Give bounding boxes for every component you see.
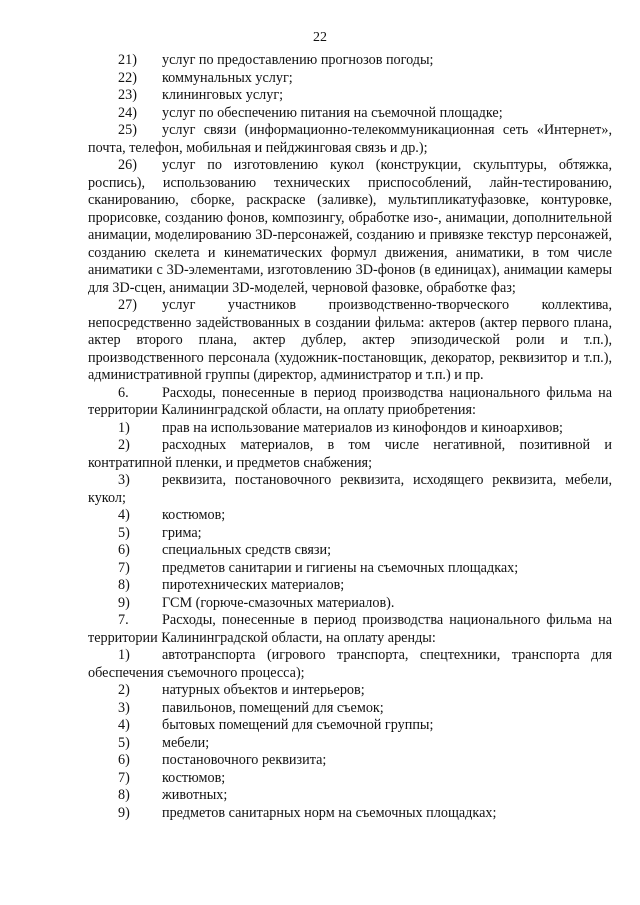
list-item-text: предметов санитарии и гигиены на съемочных площадках; [162,559,519,576]
list-item-text: клининговых услуг; [162,87,284,103]
list-item-number: 27) [118,297,137,313]
list-item [88,105,612,123]
list-item-text: ГСМ (горюче-смазочных материалов). [162,594,395,611]
list-item-text: услуг по предоставлению прогнозов погоды; [162,52,434,68]
list-item-number: 8) [118,787,130,803]
list-section-6 [88,420,612,613]
list-item [88,717,612,735]
list-item-number: 7) [118,769,130,786]
list-item-number: 5) [118,524,130,541]
list-item [88,700,612,718]
list-item-number: 8) [118,577,130,593]
list-item-number: 22) [118,69,137,86]
section-text: Расходы, понесенные в период производства национального фильма на территории Калининградской области, на оплату аренды: [88,612,612,646]
list-item-text: павильонов, помещений для съемок; [162,699,384,716]
list-item-text: услуг по обеспечению питания на съемочной площадке; [162,104,503,121]
list-item [88,577,612,595]
list-item-number: 26) [118,157,137,173]
list-item-text: натурных объектов и интерьеров; [162,682,365,698]
list-item-number: 7) [118,559,130,576]
document-body [88,52,612,822]
list-item-text: услуг связи (информационно-телекоммуникационная сеть «Интернет», почта, телефон, мобильная и пейджинговая связь и др.); [88,122,612,156]
list-item-number: 24) [118,104,137,121]
list-item-text: животных; [162,787,228,803]
list-item [88,52,612,70]
list-item [88,507,612,525]
list-item [88,735,612,753]
list-item [88,647,612,682]
list-item [88,472,612,507]
list-item-text: постановочного реквизита; [162,752,327,768]
list-item-number: 6) [118,542,130,558]
list-item-25 [88,122,612,157]
list-item-26 [88,157,612,297]
list-item-number: 21) [118,52,137,68]
list-item-text: коммунальных услуг; [162,69,293,86]
list-item-text: бытовых помещений для съемочной группы; [162,717,434,733]
list-item [88,70,612,88]
section-7-paragraph [88,612,612,647]
list-item-text: грима; [162,524,202,541]
page-number: 22 [313,30,327,45]
list-item [88,752,612,770]
list-item-text: прав на использование материалов из кинофондов и киноархивов; [162,419,563,436]
list-item-text: костюмов; [162,507,226,523]
list-item [88,437,612,472]
list-item-number: 2) [118,437,130,453]
section-text: Расходы, понесенные в период производства национального фильма на территории Калининградской области, на оплату приобретения: [88,384,612,418]
section-number: 7. [118,612,129,628]
list-item-number: 3) [118,699,130,716]
list-item [88,805,612,823]
list-item-text: расходных материалов, в том числе негативной, позитивной и контратипной пленки, и предметов снабжения; [88,437,612,471]
list-item [88,595,612,613]
list-item-text: костюмов; [162,769,226,786]
list-item-number: 1) [118,419,130,436]
list-item-number: 9) [118,804,130,821]
list-item [88,787,612,805]
list-item-number: 5) [118,734,130,751]
list-item-number: 6) [118,752,130,768]
list-item-text: услуг участников производственно-творческого коллектива, непосредственно задействованных в создании фильма: актеров (актер первого плана, актер второго плана, актер дублер, актер эпизодической роли и т.п.), производственного персонала (художник-постановщик, декоратор, реквизитор и т.п.), административной группы (директор, администратор и т.п.) и пр. [88,297,612,383]
list-item-text: предметов санитарных норм на съемочных площадках; [162,804,497,821]
list-item [88,682,612,700]
section-6-paragraph [88,385,612,420]
list-item [88,542,612,560]
list-item-text: автотранспорта (игрового транспорта, спецтехники, транспорта для обеспечения съемочного процесса); [88,647,612,681]
list-section-7 [88,647,612,822]
list-item-number: 1) [118,647,130,663]
list-item-number: 23) [118,87,137,103]
list-item-text: реквизита, постановочного реквизита, исходящего реквизита, мебели, кукол; [88,472,612,506]
list-item [88,420,612,438]
list-services-a [88,52,612,122]
list-item [88,525,612,543]
list-item-text: мебели; [162,734,210,751]
list-item-text: услуг по изготовлению кукол (конструкции, скульптуры, обтяжка, роспись), использованию технических приспособлений, лайн-тестированию, сканированию, сборке, раскраске (заливке), мультипликатуфазовке, контуровке, прорисовке, созданию фонов, композингу, обработке изо-, анимации, дополнительной анимации, моделированию 3D-персонажей, созданию и привязке текстур персонажей, созданию скелета и кинематических формул движения, аниматики, в том числе аниматики с 3D-элементами, изготовлению 3D-фонов (в единицах), анимации камеры для 3D-сцен, анимации 3D-моделей, черновой фазовке, обработке фаз; [88,157,612,296]
list-item [88,87,612,105]
list-item-number: 3) [118,472,130,488]
list-item-number: 9) [118,594,130,611]
list-item-text: специальных средств связи; [162,542,332,558]
list-item [88,770,612,788]
list-item-number: 25) [118,122,137,138]
list-item-number: 2) [118,682,130,698]
list-item-text: пиротехнических материалов; [162,577,345,593]
list-item-27 [88,297,612,385]
list-item-number: 4) [118,717,130,733]
list-item-number: 4) [118,507,130,523]
list-item [88,560,612,578]
section-number: 6. [118,384,129,401]
